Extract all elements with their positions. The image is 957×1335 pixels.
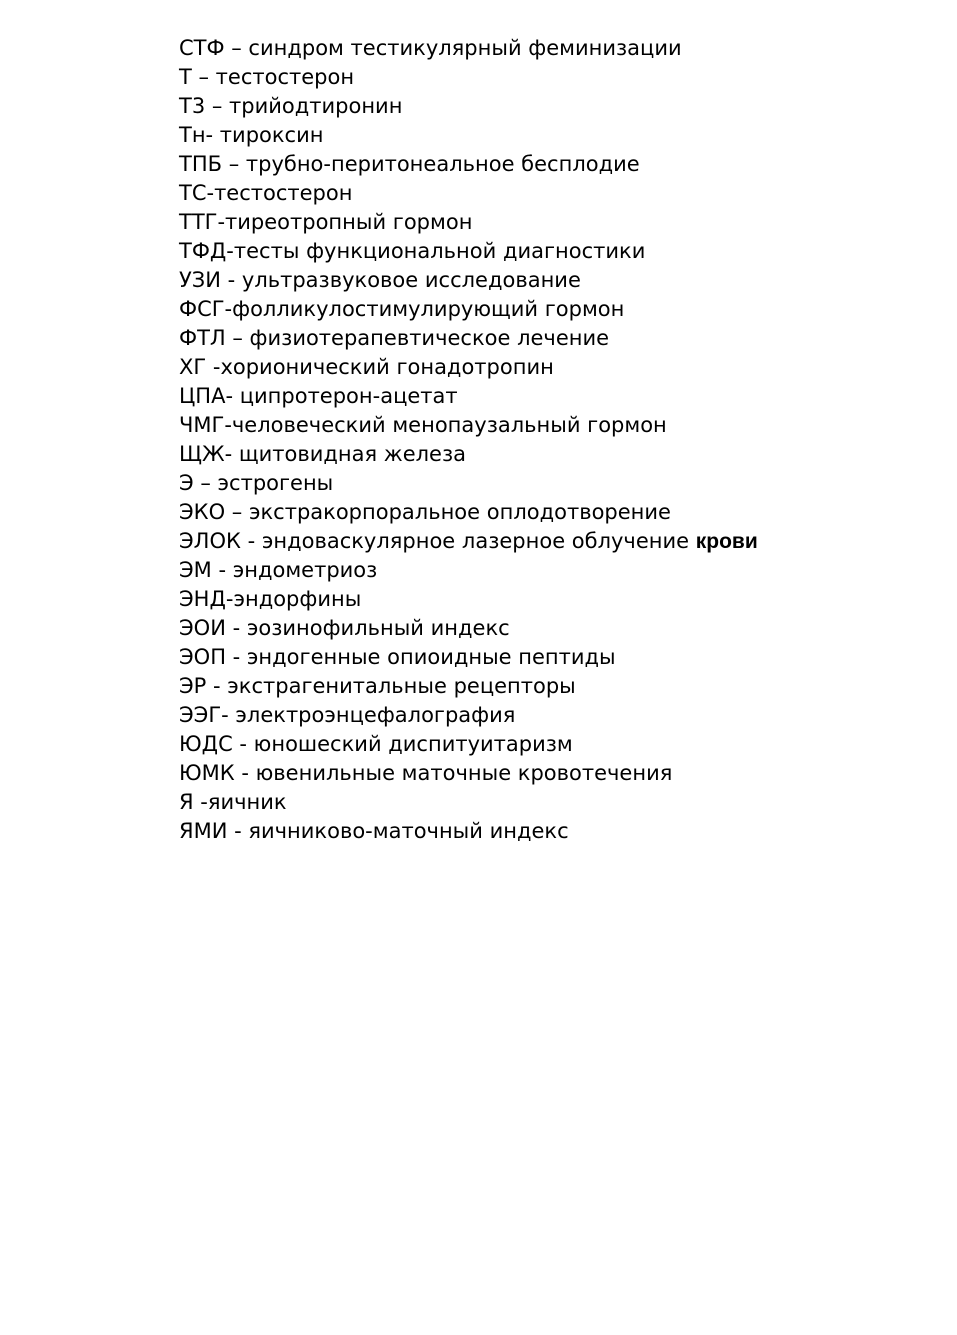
abbreviation-list	[179, 34, 758, 846]
list-item: ЮМК - ювенильные маточные кровотечения	[179, 761, 673, 785]
list-item: Тн- тироксин	[179, 123, 324, 147]
list-item: ЭМ - эндометриоз	[179, 558, 378, 582]
list-item: ФСГ-фолликулостимулирующий гормон	[179, 297, 625, 321]
list-item: ФТЛ – физиотерапевтическое лечение	[179, 326, 610, 350]
list-item: Т3 – трийодтиронин	[179, 94, 403, 118]
list-item: ЭКО – экстракорпоральное оплодотворение	[179, 500, 671, 524]
list-item: ЯМИ - яичниково-маточный индекс	[179, 819, 569, 843]
list-item: УЗИ - ультразвуковое исследование	[179, 268, 581, 292]
list-item: ЭНД-эндорфины	[179, 587, 362, 611]
list-item: ХГ -хорионический гонадотропин	[179, 355, 554, 379]
list-item: ЭР - экстрагенитальные рецепторы	[179, 674, 576, 698]
bold-word: крови	[695, 530, 758, 553]
list-item: Я -яичник	[179, 790, 287, 814]
list-item: СТФ – синдром тестикулярный феминизации	[179, 36, 682, 60]
list-item: ЧМГ-человеческий менопаузальный гормон	[179, 413, 667, 437]
list-item: ЭОИ - эозинофильный индекс	[179, 616, 510, 640]
list-item: ТФД-тесты функциональной диагностики	[179, 239, 646, 263]
list-item: ЭЛОК - эндоваскулярное лазерное облучение крови	[179, 529, 758, 553]
list-item: ТТГ-тиреотропный гормон	[179, 210, 473, 234]
list-item: ЮДС - юношеский диспитуитаризм	[179, 732, 573, 756]
list-item: Т – тестостерон	[179, 65, 355, 89]
list-item: ЦПА- ципротерон-ацетат	[179, 384, 458, 408]
list-item: ТС-тестостерон	[179, 181, 353, 205]
list-item: ЩЖ- щитовидная железа	[179, 442, 467, 466]
list-item: ТПБ – трубно-перитонеальное бесплодие	[179, 152, 640, 176]
list-item: ЭОП - эндогенные опиоидные пептиды	[179, 645, 616, 669]
list-item: ЭЭГ- электроэнцефалография	[179, 703, 516, 727]
list-item: Э – эстрогены	[179, 471, 334, 495]
